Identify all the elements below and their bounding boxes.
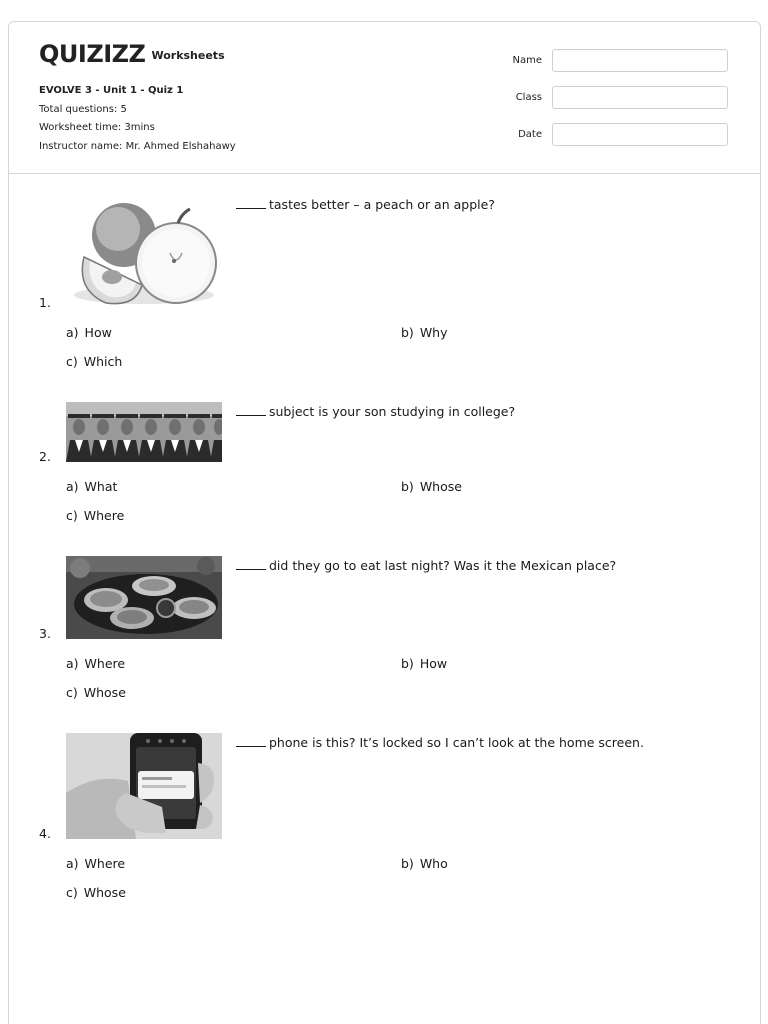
date-field-row: [492, 123, 728, 146]
option-b[interactable]: [401, 479, 462, 494]
option-a[interactable]: [66, 856, 125, 871]
date-label: Date: [518, 129, 542, 140]
option-text: What: [84, 479, 118, 494]
option-letter: a): [66, 479, 79, 494]
worksheet-header: [9, 22, 760, 174]
question-text-body: tastes better – a peach or an apple?: [269, 197, 495, 212]
option-b[interactable]: [401, 856, 448, 871]
worksheet-time: Worksheet time: 3mins: [39, 122, 155, 133]
worksheet-title: EVOLVE 3 - Unit 1 - Quiz 1: [39, 85, 184, 96]
option-letter: c): [66, 685, 78, 700]
answer-blank: [236, 569, 266, 570]
option-b[interactable]: [401, 325, 448, 340]
question-text-body: phone is this? It’s locked so I can’t look at the home screen.: [269, 735, 644, 750]
graduates-image: [66, 402, 222, 462]
phone-in-hand-image: [66, 733, 222, 839]
name-field-row: [492, 49, 728, 72]
answer-blank: [236, 415, 266, 416]
option-letter: b): [401, 325, 414, 340]
option-c[interactable]: [66, 685, 126, 700]
instructor-name: Instructor name: Mr. Ahmed Elshahawy: [39, 140, 236, 152]
option-letter: a): [66, 856, 79, 871]
question-number: 3.: [39, 626, 51, 641]
option-text: Where: [84, 656, 126, 671]
question-text: [236, 197, 495, 212]
class-input[interactable]: [552, 86, 728, 109]
class-label: Class: [515, 92, 542, 103]
mexican-food-image: [66, 556, 222, 639]
option-letter: a): [66, 325, 79, 340]
answer-blank: [236, 208, 266, 209]
option-text: Whose: [419, 479, 462, 494]
question-text: [236, 735, 644, 750]
total-questions: Total questions: 5: [39, 103, 127, 115]
option-text: Whose: [83, 685, 126, 700]
option-a[interactable]: [66, 656, 125, 671]
option-text: How: [84, 325, 112, 340]
question-number: 1.: [39, 295, 51, 310]
date-input[interactable]: [552, 123, 728, 146]
option-text: Why: [419, 325, 448, 340]
option-c[interactable]: [66, 354, 122, 369]
worksheet-page: [8, 21, 761, 1024]
logo-subtitle: Worksheets: [151, 49, 225, 62]
option-c[interactable]: [66, 508, 124, 523]
option-letter: c): [66, 508, 78, 523]
logo-text: QUIZIZZ: [39, 40, 146, 68]
name-label: Name: [512, 55, 542, 66]
option-letter: b): [401, 479, 414, 494]
option-a[interactable]: [66, 325, 112, 340]
option-letter: b): [401, 656, 414, 671]
question-number: 2.: [39, 449, 51, 464]
question-text-body: subject is your son studying in college?: [269, 404, 516, 419]
question-number: 4.: [39, 826, 51, 841]
option-letter: c): [66, 354, 78, 369]
option-text: Whose: [83, 885, 126, 900]
answer-blank: [236, 746, 266, 747]
option-a[interactable]: [66, 479, 117, 494]
option-text: Where: [84, 856, 126, 871]
option-letter: b): [401, 856, 414, 871]
option-text: Where: [83, 508, 125, 523]
option-text: How: [419, 656, 448, 671]
peach-apple-image: [66, 195, 222, 307]
option-letter: a): [66, 656, 79, 671]
option-text: Which: [83, 354, 123, 369]
question-text: [236, 404, 515, 419]
question-text-body: did they go to eat last night? Was it the Mexican place?: [269, 558, 617, 573]
question-text: [236, 558, 616, 573]
option-letter: c): [66, 885, 78, 900]
option-c[interactable]: [66, 885, 126, 900]
option-text: Who: [419, 856, 448, 871]
quizizz-logo: [39, 41, 225, 67]
worksheet-meta: [39, 82, 236, 156]
class-field-row: [492, 86, 728, 109]
option-b[interactable]: [401, 656, 447, 671]
name-input[interactable]: [552, 49, 728, 72]
